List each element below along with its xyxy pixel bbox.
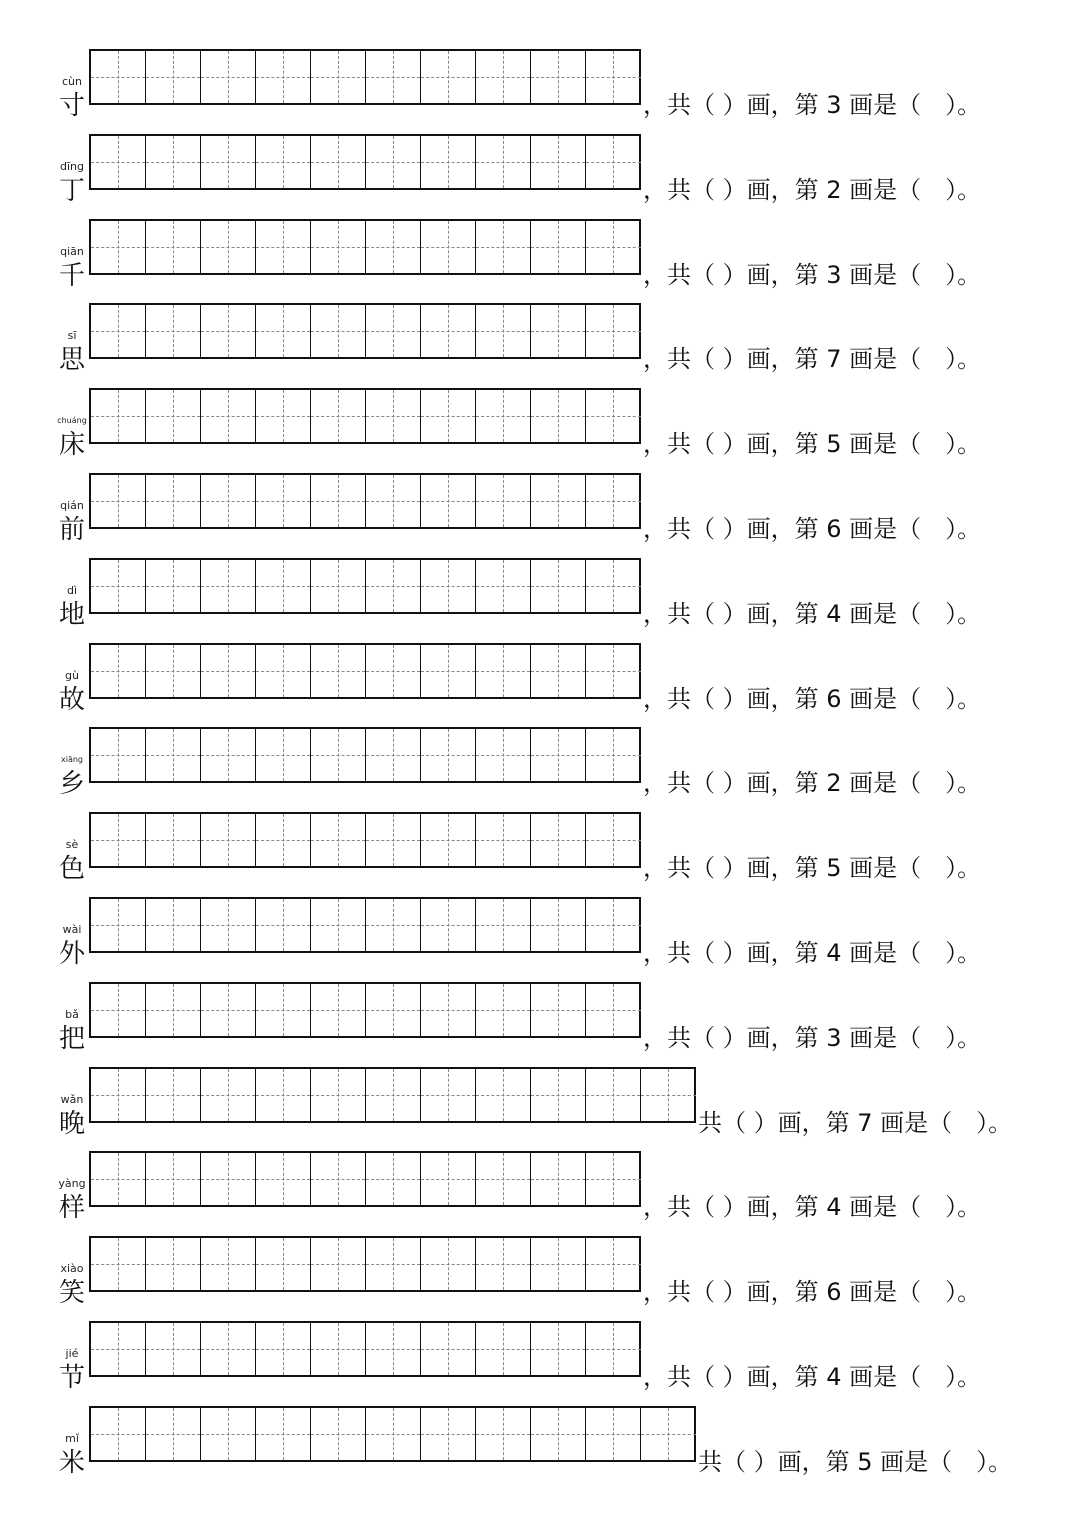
grid-cell[interactable] (311, 1408, 366, 1460)
grid-cell[interactable] (476, 560, 531, 612)
grid-cell[interactable] (91, 1408, 146, 1460)
grid-cell[interactable] (366, 221, 421, 273)
grid-cell[interactable] (531, 1153, 586, 1205)
grid-cell[interactable] (366, 645, 421, 697)
grid-cell[interactable] (311, 560, 366, 612)
hanzi: 样 (58, 1193, 85, 1224)
grid-cell[interactable] (146, 1069, 201, 1121)
grid-cell[interactable] (146, 136, 201, 188)
grid-cell[interactable] (421, 560, 476, 612)
grid-cell[interactable] (586, 560, 641, 612)
grid-cell[interactable] (311, 984, 366, 1036)
grid-cell[interactable] (201, 729, 256, 781)
grid-cell[interactable] (531, 1323, 586, 1375)
writing-grid (89, 134, 641, 190)
writing-grid (89, 558, 641, 614)
pinyin: sī (67, 329, 77, 343)
pinyin: xiào (60, 1262, 84, 1276)
character-label (52, 245, 92, 305)
grid-cell[interactable] (586, 136, 641, 188)
grid-cell[interactable] (146, 560, 201, 612)
pinyin: chuáng (57, 416, 87, 426)
grid-cell[interactable] (201, 305, 256, 357)
hanzi: 千 (58, 260, 85, 291)
grid-cell[interactable] (91, 645, 146, 697)
practice-row (0, 812, 1080, 897)
grid-cell[interactable] (256, 560, 311, 612)
grid-cell[interactable] (256, 729, 311, 781)
grid-cell[interactable] (531, 984, 586, 1036)
pinyin: xiāng (60, 755, 83, 765)
grid-cell[interactable] (146, 984, 201, 1036)
stroke-question: 共（ ）画，第 5 画是（ ）。 (698, 1447, 1013, 1476)
grid-cell[interactable] (256, 51, 311, 103)
grid-cell[interactable] (421, 475, 476, 527)
grid-cell[interactable] (366, 136, 421, 188)
stroke-question: ，共（ ）画，第 7 画是（ ）。 (643, 345, 982, 374)
character-label (52, 1347, 92, 1407)
stroke-question: ，共（ ）画，第 6 画是（ ）。 (643, 1278, 982, 1307)
grid-cell[interactable] (531, 729, 586, 781)
grid-cell[interactable] (586, 51, 641, 103)
grid-cell[interactable] (256, 1069, 311, 1121)
grid-cell[interactable] (366, 1323, 421, 1375)
grid-cell[interactable] (476, 645, 531, 697)
grid-cell[interactable] (531, 645, 586, 697)
grid-cell[interactable] (146, 221, 201, 273)
grid-cell[interactable] (91, 560, 146, 612)
grid-cell[interactable] (91, 51, 146, 103)
grid-cell[interactable] (91, 984, 146, 1036)
grid-cell[interactable] (366, 1238, 421, 1290)
grid-cell[interactable] (366, 729, 421, 781)
pinyin: dīng (60, 159, 84, 173)
practice-row (0, 49, 1080, 134)
grid-cell[interactable] (91, 305, 146, 357)
grid-cell[interactable] (476, 1069, 531, 1121)
practice-row (0, 473, 1080, 558)
grid-cell[interactable] (366, 51, 421, 103)
grid-cell[interactable] (201, 1069, 256, 1121)
pinyin: dì (66, 583, 78, 597)
grid-cell[interactable] (201, 390, 256, 442)
grid-cell[interactable] (476, 136, 531, 188)
hanzi: 故 (58, 684, 85, 715)
grid-cell[interactable] (366, 899, 421, 951)
grid-cell[interactable] (421, 51, 476, 103)
character-label (52, 414, 92, 474)
grid-cell[interactable] (91, 729, 146, 781)
grid-cell[interactable] (256, 1323, 311, 1375)
grid-cell[interactable] (311, 51, 366, 103)
writing-grid (89, 1406, 696, 1462)
grid-cell[interactable] (201, 136, 256, 188)
grid-cell[interactable] (311, 645, 366, 697)
grid-cell[interactable] (311, 1323, 366, 1375)
grid-cell[interactable] (531, 814, 586, 866)
grid-cell[interactable] (366, 984, 421, 1036)
grid-cell[interactable] (586, 814, 641, 866)
grid-cell[interactable] (586, 899, 641, 951)
grid-cell[interactable] (311, 1238, 366, 1290)
hanzi: 乡 (58, 769, 85, 800)
writing-grid (89, 812, 641, 868)
grid-cell[interactable] (146, 899, 201, 951)
grid-cell[interactable] (586, 1408, 641, 1460)
pinyin: bǎ (65, 1007, 79, 1021)
stroke-question: ，共（ ）画，第 3 画是（ ）。 (643, 260, 982, 289)
writing-grid (89, 1151, 641, 1207)
grid-cell[interactable] (146, 1323, 201, 1375)
writing-grid (89, 49, 641, 105)
grid-cell[interactable] (421, 729, 476, 781)
grid-cell[interactable] (586, 1153, 641, 1205)
grid-cell[interactable] (256, 984, 311, 1036)
grid-cell[interactable] (146, 814, 201, 866)
grid-cell[interactable] (256, 814, 311, 866)
grid-cell[interactable] (586, 1069, 641, 1121)
hanzi: 床 (58, 430, 85, 461)
grid-cell[interactable] (91, 475, 146, 527)
grid-cell[interactable] (146, 645, 201, 697)
grid-cell[interactable] (201, 899, 256, 951)
grid-cell[interactable] (91, 136, 146, 188)
character-label (52, 1008, 92, 1068)
practice-row (0, 1151, 1080, 1236)
stroke-question: ，共（ ）画，第 6 画是（ ）。 (643, 515, 982, 543)
character-label (52, 584, 92, 644)
grid-cell[interactable] (531, 221, 586, 273)
practice-row (0, 727, 1080, 812)
practice-row (0, 982, 1080, 1067)
grid-cell[interactable] (641, 1069, 696, 1121)
hanzi: 外 (58, 939, 85, 969)
hanzi: 晚 (58, 1108, 85, 1139)
grid-cell[interactable] (201, 221, 256, 273)
stroke-question: ，共（ ）画，第 2 画是（ ）。 (643, 769, 982, 798)
grid-cell[interactable] (201, 1153, 256, 1205)
grid-cell[interactable] (586, 305, 641, 357)
grid-cell[interactable] (311, 1069, 366, 1121)
stroke-question: ，共（ ）画，第 3 画是（ ）。 (643, 1023, 982, 1052)
practice-row (0, 558, 1080, 643)
writing-grid (89, 897, 641, 953)
grid-cell[interactable] (421, 390, 476, 442)
practice-row (0, 1406, 1080, 1491)
hanzi: 前 (58, 515, 85, 545)
grid-cell[interactable] (421, 221, 476, 273)
grid-cell[interactable] (256, 305, 311, 357)
hanzi: 米 (58, 1447, 85, 1478)
grid-cell[interactable] (531, 475, 586, 527)
character-label (52, 1432, 92, 1492)
grid-cell[interactable] (366, 560, 421, 612)
grid-cell[interactable] (91, 390, 146, 442)
stroke-question: ，共（ ）画，第 2 画是（ ）。 (643, 175, 982, 204)
character-label (52, 1093, 92, 1153)
grid-cell[interactable] (201, 984, 256, 1036)
pinyin: jié (65, 1347, 79, 1360)
grid-cell[interactable] (476, 221, 531, 273)
grid-cell[interactable] (366, 475, 421, 527)
writing-grid (89, 1067, 696, 1123)
character-label (52, 923, 92, 983)
hanzi: 寸 (58, 91, 85, 121)
hanzi: 色 (58, 854, 85, 885)
grid-cell[interactable] (146, 51, 201, 103)
practice-row (0, 303, 1080, 388)
grid-cell[interactable] (531, 1238, 586, 1290)
hanzi: 节 (58, 1363, 85, 1393)
grid-cell[interactable] (256, 645, 311, 697)
grid-cell[interactable] (146, 1408, 201, 1460)
grid-cell[interactable] (256, 899, 311, 951)
practice-row (0, 643, 1080, 728)
grid-cell[interactable] (421, 645, 476, 697)
stroke-question: ，共（ ）画，第 3 画是（ ）。 (643, 91, 982, 119)
grid-cell[interactable] (586, 390, 641, 442)
grid-cell[interactable] (146, 1153, 201, 1205)
grid-cell[interactable] (421, 899, 476, 951)
pinyin: yàng (58, 1177, 86, 1191)
writing-grid (89, 473, 641, 529)
character-label (52, 1177, 92, 1237)
grid-cell[interactable] (311, 390, 366, 442)
stroke-question: ，共（ ）画，第 4 画是（ ）。 (643, 1193, 982, 1222)
grid-cell[interactable] (531, 899, 586, 951)
grid-cell[interactable] (421, 1408, 476, 1460)
grid-cell[interactable] (366, 814, 421, 866)
grid-cell[interactable] (421, 1323, 476, 1375)
grid-cell[interactable] (91, 899, 146, 951)
practice-row (0, 1236, 1080, 1321)
grid-cell[interactable] (476, 1408, 531, 1460)
grid-cell[interactable] (586, 1323, 641, 1375)
pinyin: qián (60, 499, 84, 512)
practice-row (0, 897, 1080, 982)
stroke-question: ，共（ ）画，第 4 画是（ ）。 (643, 599, 982, 628)
writing-grid (89, 303, 641, 359)
writing-grid (89, 982, 641, 1038)
stroke-question: ，共（ ）画，第 4 画是（ ）。 (643, 1363, 982, 1391)
grid-cell[interactable] (201, 51, 256, 103)
writing-grid (89, 727, 641, 783)
character-label (52, 499, 92, 559)
grid-cell[interactable] (311, 475, 366, 527)
grid-cell[interactable] (256, 1238, 311, 1290)
grid-cell[interactable] (311, 136, 366, 188)
character-label (52, 669, 92, 729)
grid-cell[interactable] (476, 51, 531, 103)
hanzi: 把 (58, 1023, 85, 1054)
grid-cell[interactable] (201, 814, 256, 866)
grid-cell[interactable] (201, 475, 256, 527)
character-label (52, 838, 92, 898)
pinyin: wǎn (60, 1092, 84, 1106)
character-label (52, 753, 92, 813)
grid-cell[interactable] (421, 1153, 476, 1205)
grid-cell[interactable] (476, 1238, 531, 1290)
grid-cell[interactable] (146, 390, 201, 442)
grid-cell[interactable] (531, 1069, 586, 1121)
grid-cell[interactable] (421, 814, 476, 866)
grid-cell[interactable] (256, 1408, 311, 1460)
hanzi: 地 (58, 599, 85, 630)
grid-cell[interactable] (91, 814, 146, 866)
grid-cell[interactable] (366, 390, 421, 442)
grid-cell[interactable] (256, 1153, 311, 1205)
grid-cell[interactable] (421, 984, 476, 1036)
grid-cell[interactable] (256, 221, 311, 273)
grid-cell[interactable] (311, 305, 366, 357)
character-label (52, 75, 92, 135)
grid-cell[interactable] (91, 221, 146, 273)
grid-cell[interactable] (91, 1323, 146, 1375)
grid-cell[interactable] (476, 390, 531, 442)
writing-grid (89, 643, 641, 699)
practice-row (0, 134, 1080, 219)
stroke-question: ，共（ ）画，第 4 画是（ ）。 (643, 939, 982, 967)
stroke-question: ，共（ ）画，第 5 画是（ ）。 (643, 854, 982, 883)
grid-cell[interactable] (476, 475, 531, 527)
grid-cell[interactable] (421, 1238, 476, 1290)
grid-cell[interactable] (146, 305, 201, 357)
stroke-question: ，共（ ）画，第 6 画是（ ）。 (643, 684, 982, 713)
grid-cell[interactable] (311, 221, 366, 273)
grid-cell[interactable] (476, 1153, 531, 1205)
grid-cell[interactable] (531, 136, 586, 188)
pinyin: mǐ (65, 1431, 79, 1445)
grid-cell[interactable] (476, 814, 531, 866)
character-label (52, 329, 92, 389)
grid-cell[interactable] (421, 305, 476, 357)
practice-row (0, 388, 1080, 473)
grid-cell[interactable] (421, 136, 476, 188)
practice-row (0, 1321, 1080, 1406)
stroke-question: ，共（ ）画，第 5 画是（ ）。 (643, 430, 982, 459)
writing-grid (89, 219, 641, 275)
grid-cell[interactable] (311, 814, 366, 866)
hanzi: 思 (58, 345, 85, 376)
grid-cell[interactable] (531, 51, 586, 103)
grid-cell[interactable] (256, 475, 311, 527)
grid-cell[interactable] (476, 305, 531, 357)
grid-cell[interactable] (91, 1153, 146, 1205)
grid-cell[interactable] (641, 1408, 696, 1460)
pinyin: qiān (60, 244, 84, 258)
character-label (52, 160, 92, 220)
grid-cell[interactable] (476, 899, 531, 951)
grid-cell[interactable] (586, 475, 641, 527)
grid-cell[interactable] (476, 1323, 531, 1375)
grid-cell[interactable] (201, 1408, 256, 1460)
grid-cell[interactable] (586, 1238, 641, 1290)
grid-cell[interactable] (146, 475, 201, 527)
pinyin: wài (62, 923, 82, 936)
writing-grid (89, 1321, 641, 1377)
grid-cell[interactable] (201, 645, 256, 697)
grid-cell[interactable] (366, 1408, 421, 1460)
grid-cell[interactable] (531, 390, 586, 442)
stroke-question: 共（ ）画，第 7 画是（ ）。 (698, 1108, 1013, 1137)
writing-grid (89, 388, 641, 444)
grid-cell[interactable] (586, 221, 641, 273)
grid-cell[interactable] (91, 1238, 146, 1290)
hanzi: 笑 (58, 1278, 85, 1309)
grid-cell[interactable] (531, 305, 586, 357)
grid-cell[interactable] (311, 729, 366, 781)
practice-row (0, 1067, 1080, 1152)
grid-cell[interactable] (586, 645, 641, 697)
grid-cell[interactable] (476, 729, 531, 781)
grid-cell[interactable] (146, 1238, 201, 1290)
grid-cell[interactable] (201, 560, 256, 612)
grid-cell[interactable] (366, 1153, 421, 1205)
grid-cell[interactable] (256, 390, 311, 442)
pinyin: gù (65, 668, 79, 682)
grid-cell[interactable] (476, 984, 531, 1036)
grid-cell[interactable] (366, 305, 421, 357)
grid-cell[interactable] (201, 1238, 256, 1290)
grid-cell[interactable] (256, 136, 311, 188)
grid-cell[interactable] (146, 729, 201, 781)
grid-cell[interactable] (201, 1323, 256, 1375)
character-label (52, 1262, 92, 1322)
grid-cell[interactable] (91, 1069, 146, 1121)
pinyin: sè (65, 838, 79, 852)
grid-cell[interactable] (311, 899, 366, 951)
practice-row (0, 219, 1080, 304)
grid-cell[interactable] (531, 560, 586, 612)
hanzi: 丁 (58, 175, 85, 206)
grid-cell[interactable] (586, 984, 641, 1036)
grid-cell[interactable] (421, 1069, 476, 1121)
grid-cell[interactable] (586, 729, 641, 781)
grid-cell[interactable] (366, 1069, 421, 1121)
writing-grid (89, 1236, 641, 1292)
grid-cell[interactable] (311, 1153, 366, 1205)
grid-cell[interactable] (531, 1408, 586, 1460)
pinyin: cùn (62, 75, 82, 88)
